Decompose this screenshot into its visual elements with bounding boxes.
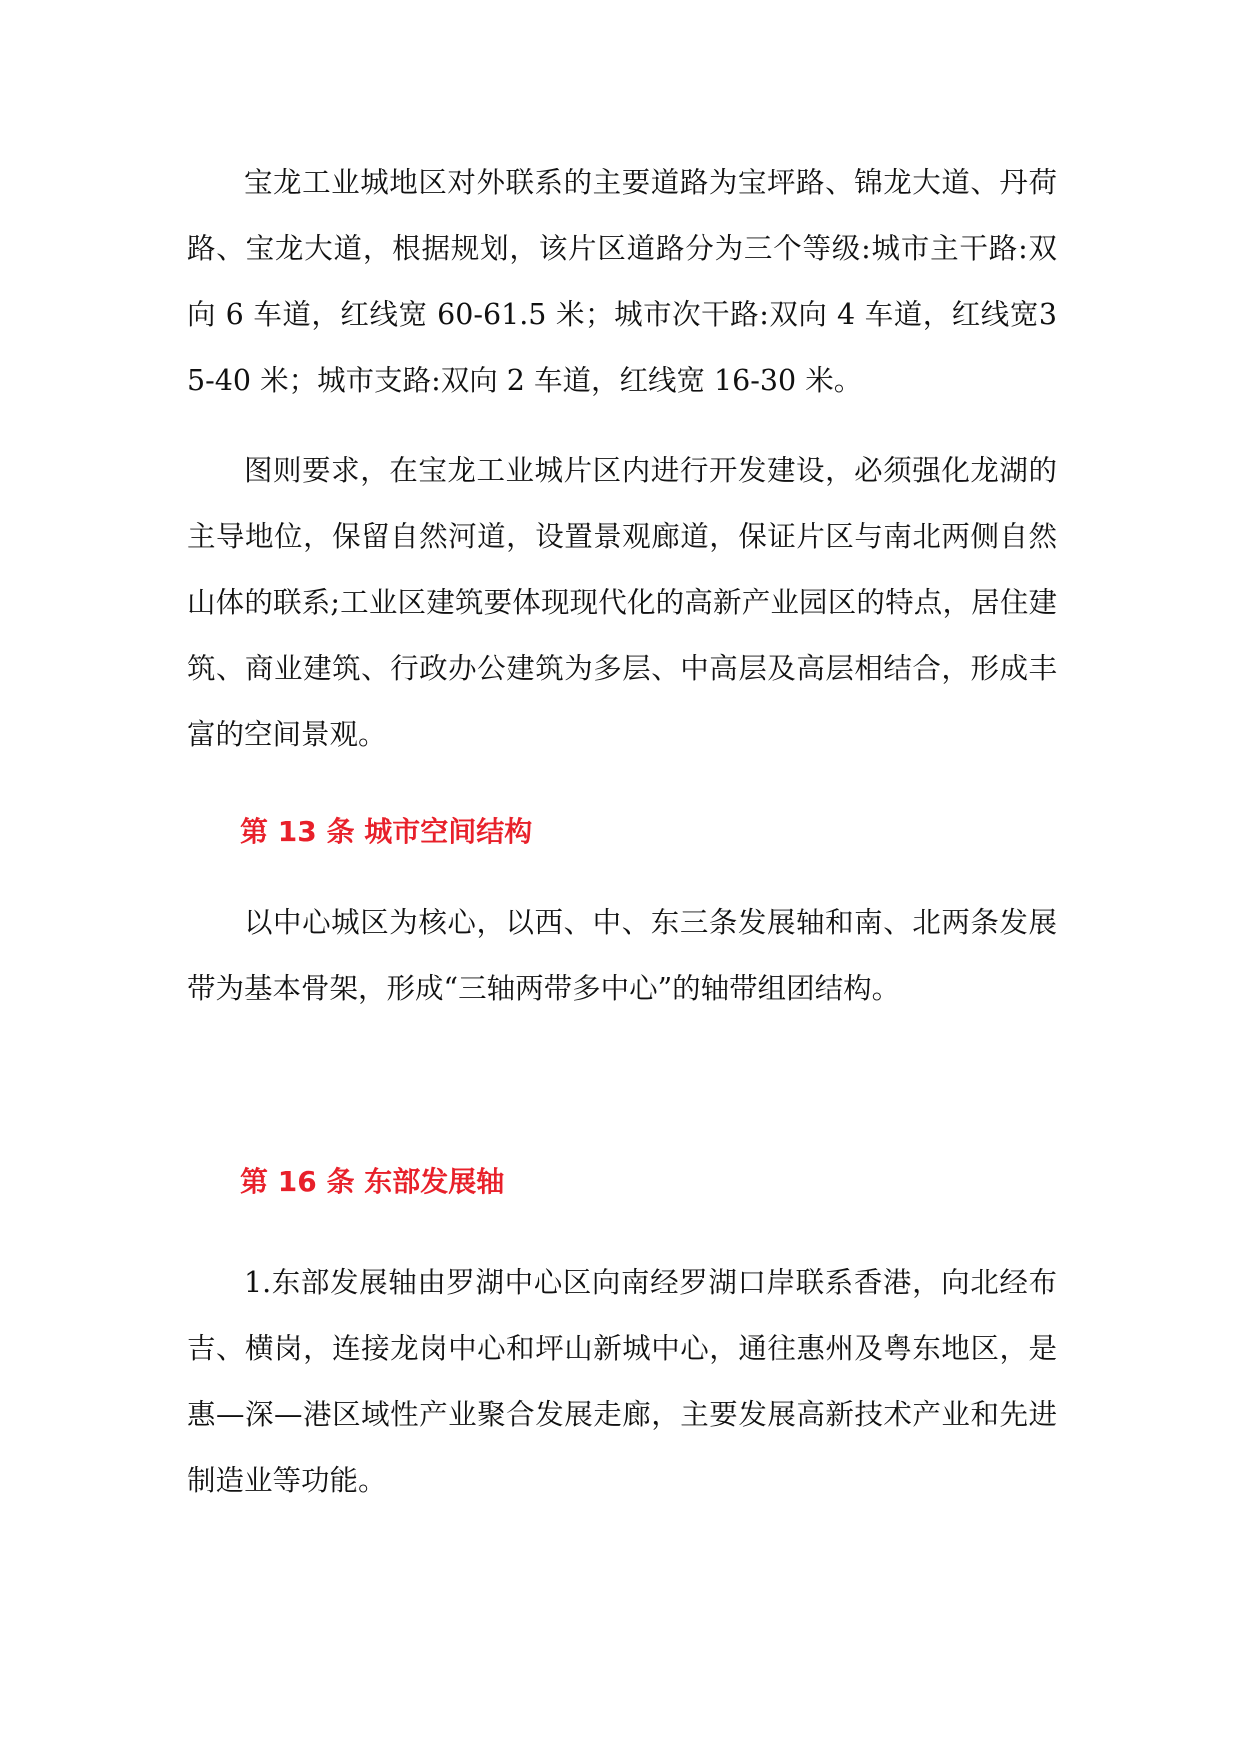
paragraph-east-axis: 1.东部发展轴由罗湖中心区向南经罗湖口岸联系香港，向北经布吉、横岗，连接龙岗中心和坪山新城中心，通往惠州及粤东地区，是惠—深—港区域性产业聚合发展走廊，主要发展高新技术产业和先进制造业等功能。 [187, 1266, 1057, 1497]
paragraph-road-network: 宝龙工业城地区对外联系的主要道路为宝坪路、锦龙大道、丹荷路、宝龙大道，根据规划，该片区道路分为三个等级:城市主干路:双向 6 车道，红线宽 60-61.5 米；城市次干路:双向 4 车道，红线宽35-40 米；城市支路:双向 2 车道，红线宽 16-30 米。 [187, 166, 1057, 397]
paragraph-spatial-structure: 以中心城区为核心，以西、中、东三条发展轴和南、北两条发展带为基本骨架，形成“三轴两带多中心”的轴带组团结构。 [187, 906, 1057, 1005]
paragraph-planning-requirements: 图则要求，在宝龙工业城片区内进行开发建设，必须强化龙湖的主导地位，保留自然河道，设置景观廊道，保证片区与南北两侧自然山体的联系;工业区建筑要体现现代化的高新产业园区的特点，居住建筑、商业建筑、行政办公建筑为多层、中高层及高层相结合，形成丰富的空间景观。 [187, 454, 1057, 751]
article-16-heading: 第 16 条 东部发展轴 [240, 1165, 505, 1198]
article-13-heading: 第 13 条 城市空间结构 [240, 815, 533, 848]
